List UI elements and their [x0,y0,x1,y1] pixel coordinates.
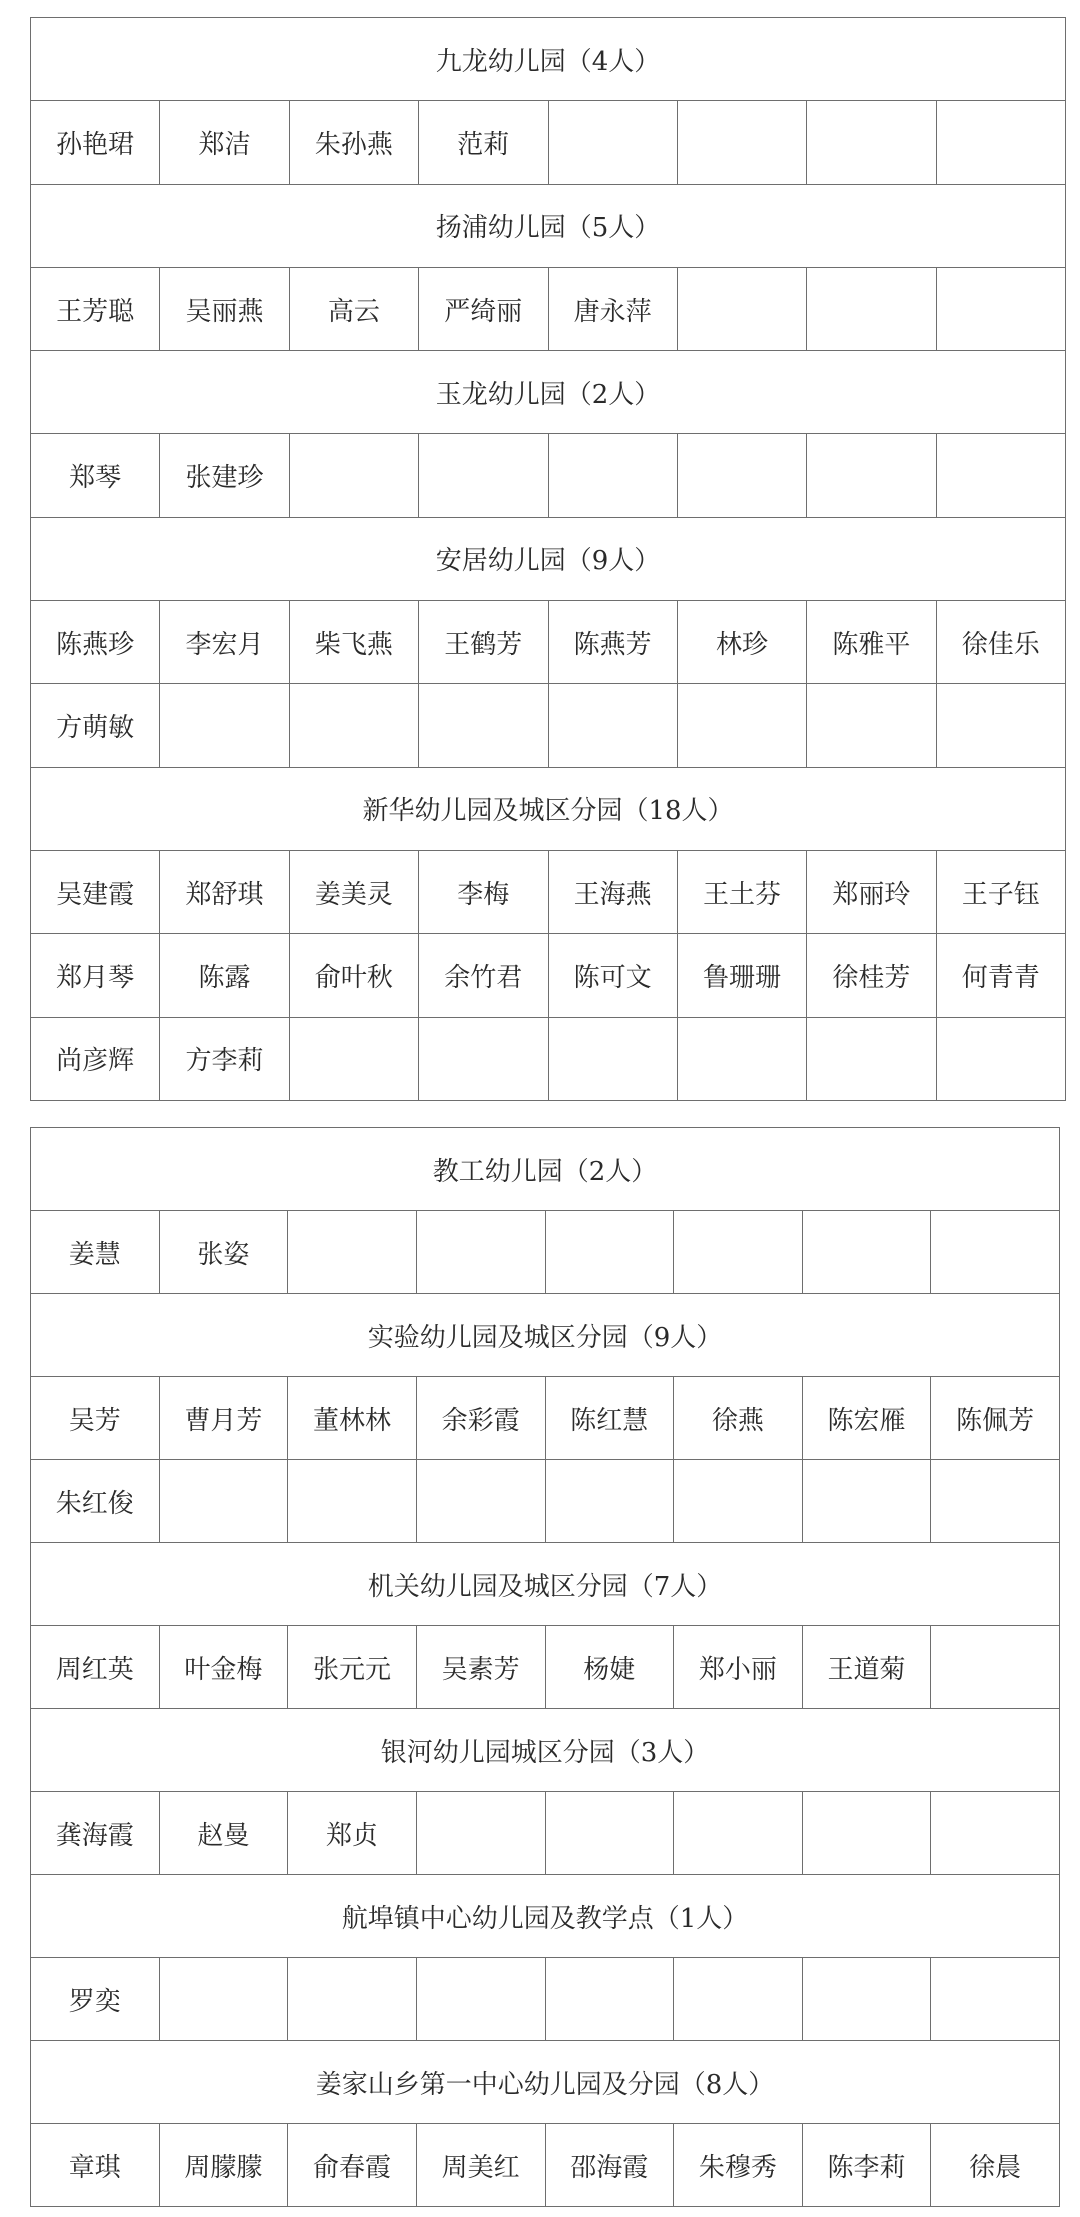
teacher-name-cell: 陈李莉 [802,2124,931,2207]
teacher-name-cell: 张建珍 [160,434,289,517]
teacher-name-cell: 严绮丽 [419,267,548,350]
name-row [31,850,1066,933]
teacher-name-cell: 吴芳 [31,1377,160,1460]
empty-cell [936,1017,1065,1100]
teacher-name-cell: 郑洁 [160,101,289,184]
teacher-name-cell: 方萌敏 [31,684,160,767]
teacher-name-cell: 余彩霞 [416,1377,545,1460]
kindergarten-title: 新华幼儿园及城区分园（18人） [31,767,1066,850]
section-header-row [31,1543,1060,1626]
teacher-name-cell: 姜慧 [31,1211,160,1294]
section-header-row [31,1709,1060,1792]
empty-cell [416,1460,545,1543]
teacher-name-cell: 赵曼 [159,1792,288,1875]
kindergarten-title: 九龙幼儿园（4人） [31,18,1066,101]
teacher-name-cell: 方李莉 [160,1017,289,1100]
teacher-name-cell: 邵海霞 [545,2124,674,2207]
teacher-name-cell: 王土芬 [677,850,806,933]
teacher-name-cell: 周朦朦 [159,2124,288,2207]
teacher-name-cell: 曹月芳 [159,1377,288,1460]
empty-cell [677,101,806,184]
teacher-name-cell: 王子钰 [936,850,1065,933]
name-row [31,101,1066,184]
empty-cell [802,1211,931,1294]
name-row [31,684,1066,767]
teacher-name-cell: 孙艳珺 [31,101,160,184]
empty-cell [807,267,936,350]
empty-cell [674,1792,803,1875]
teacher-name-cell: 陈燕芳 [548,601,677,684]
teacher-name-cell: 尚彦辉 [31,1017,160,1100]
teacher-name-cell: 唐永萍 [548,267,677,350]
section-header-row [31,351,1066,434]
empty-cell [288,1211,417,1294]
teacher-name-cell: 张姿 [159,1211,288,1294]
teacher-name-cell: 郑琴 [31,434,160,517]
empty-cell [936,434,1065,517]
name-row [31,2124,1060,2207]
empty-cell [677,684,806,767]
teacher-name-cell: 郑贞 [288,1792,417,1875]
teacher-name-cell: 郑月琴 [31,934,160,1017]
name-row [31,1792,1060,1875]
empty-cell [802,1958,931,2041]
empty-cell [931,1792,1060,1875]
teacher-name-cell: 俞春霞 [288,2124,417,2207]
section-header-row [31,2041,1060,2124]
teacher-name-cell: 朱穆秀 [674,2124,803,2207]
name-row [31,1377,1060,1460]
teacher-name-cell: 陈佩芳 [931,1377,1060,1460]
empty-cell [545,1792,674,1875]
empty-cell [807,434,936,517]
teacher-name-cell: 董林林 [288,1377,417,1460]
empty-cell [548,101,677,184]
kindergarten-title: 安居幼儿园（9人） [31,517,1066,600]
empty-cell [160,684,289,767]
kindergarten-title: 扬浦幼儿园（5人） [31,184,1066,267]
teacher-name-cell: 郑小丽 [674,1626,803,1709]
empty-cell [802,1460,931,1543]
empty-cell [674,1211,803,1294]
teacher-name-cell: 朱红俊 [31,1460,160,1543]
name-row [31,1626,1060,1709]
empty-cell [931,1958,1060,2041]
empty-cell [545,1958,674,2041]
teacher-name-cell: 王芳聪 [31,267,160,350]
teacher-name-cell: 陈可文 [548,934,677,1017]
empty-cell [419,684,548,767]
kindergarten-title: 实验幼儿园及城区分园（9人） [31,1294,1060,1377]
empty-cell [677,1017,806,1100]
teacher-name-cell: 范莉 [419,101,548,184]
section-header-row [31,517,1066,600]
teacher-name-cell: 陈燕珍 [31,601,160,684]
empty-cell [674,1958,803,2041]
kindergarten-title: 航埠镇中心幼儿园及教学点（1人） [31,1875,1060,1958]
empty-cell [936,267,1065,350]
empty-cell [545,1460,674,1543]
teacher-name-cell: 吴素芳 [416,1626,545,1709]
empty-cell [677,267,806,350]
name-row [31,934,1066,1017]
kindergarten-title: 机关幼儿园及城区分园（7人） [31,1543,1060,1626]
empty-cell [289,684,418,767]
empty-cell [416,1211,545,1294]
empty-cell [545,1211,674,1294]
name-row [31,1460,1060,1543]
teacher-name-cell: 俞叶秋 [289,934,418,1017]
empty-cell [159,1958,288,2041]
teacher-name-cell: 王道菊 [802,1626,931,1709]
empty-cell [548,1017,677,1100]
teacher-name-cell: 林珍 [677,601,806,684]
empty-cell [802,1792,931,1875]
teacher-name-cell: 郑舒琪 [160,850,289,933]
teacher-name-cell: 吴丽燕 [160,267,289,350]
name-row [31,1958,1060,2041]
teacher-name-cell: 余竹君 [419,934,548,1017]
name-row [31,434,1066,517]
name-row [31,1211,1060,1294]
empty-cell [807,1017,936,1100]
teacher-name-cell: 高云 [289,267,418,350]
name-row [31,1017,1066,1100]
teacher-name-cell: 徐燕 [674,1377,803,1460]
empty-cell [931,1626,1060,1709]
teacher-name-cell: 杨婕 [545,1626,674,1709]
kindergarten-title: 姜家山乡第一中心幼儿园及分园（8人） [31,2041,1060,2124]
empty-cell [931,1460,1060,1543]
section-header-row [31,1128,1060,1211]
empty-cell [674,1460,803,1543]
empty-cell [416,1958,545,2041]
empty-cell [419,1017,548,1100]
section-header-row [31,1294,1060,1377]
empty-cell [416,1792,545,1875]
empty-cell [289,1017,418,1100]
teacher-name-cell: 吴建霞 [31,850,160,933]
teacher-name-cell: 姜美灵 [289,850,418,933]
teacher-name-cell: 龚海霞 [31,1792,160,1875]
empty-cell [288,1958,417,2041]
teacher-name-cell: 郑丽玲 [807,850,936,933]
teacher-name-cell: 李宏月 [160,601,289,684]
teacher-name-cell: 陈宏雁 [802,1377,931,1460]
empty-cell [936,101,1065,184]
teacher-name-cell: 周红英 [31,1626,160,1709]
teacher-name-cell: 周美红 [416,2124,545,2207]
name-row [31,601,1066,684]
roster-table-1 [30,17,1066,1101]
empty-cell [807,684,936,767]
teacher-name-cell: 徐晨 [931,2124,1060,2207]
teacher-name-cell: 柴飞燕 [289,601,418,684]
empty-cell [936,684,1065,767]
empty-cell [289,434,418,517]
teacher-name-cell: 叶金梅 [159,1626,288,1709]
empty-cell [288,1460,417,1543]
teacher-name-cell: 王海燕 [548,850,677,933]
empty-cell [931,1211,1060,1294]
teacher-name-cell: 陈红慧 [545,1377,674,1460]
teacher-name-cell: 章琪 [31,2124,160,2207]
empty-cell [677,434,806,517]
empty-cell [159,1460,288,1543]
empty-cell [548,684,677,767]
teacher-name-cell: 朱孙燕 [289,101,418,184]
teacher-name-cell: 罗奕 [31,1958,160,2041]
teacher-name-cell: 陈露 [160,934,289,1017]
section-header-row [31,767,1066,850]
empty-cell [807,101,936,184]
teacher-name-cell: 徐佳乐 [936,601,1065,684]
kindergarten-title: 银河幼儿园城区分园（3人） [31,1709,1060,1792]
teacher-name-cell: 陈雅平 [807,601,936,684]
teacher-name-cell: 何青青 [936,934,1065,1017]
section-header-row [31,18,1066,101]
kindergarten-title: 玉龙幼儿园（2人） [31,351,1066,434]
roster-table-2 [30,1127,1060,2207]
teacher-name-cell: 张元元 [288,1626,417,1709]
section-header-row [31,184,1066,267]
name-row [31,267,1066,350]
kindergarten-title: 教工幼儿园（2人） [31,1128,1060,1211]
teacher-name-cell: 李梅 [419,850,548,933]
empty-cell [548,434,677,517]
empty-cell [419,434,548,517]
teacher-name-cell: 徐桂芳 [807,934,936,1017]
teacher-name-cell: 鲁珊珊 [677,934,806,1017]
section-header-row [31,1875,1060,1958]
teacher-name-cell: 王鹤芳 [419,601,548,684]
